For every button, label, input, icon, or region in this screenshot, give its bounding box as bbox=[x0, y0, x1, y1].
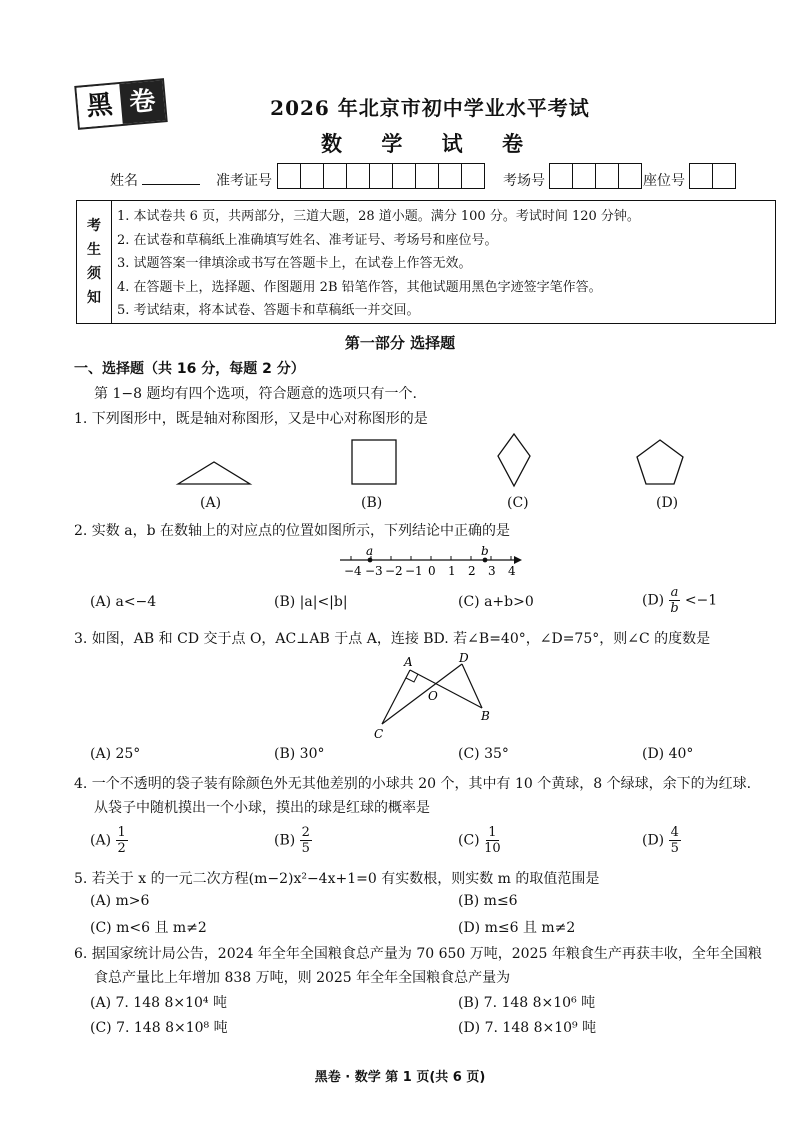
q6-option-a: (A) 7. 148 8×10⁴ 吨 bbox=[90, 995, 227, 1011]
q3-option-b: (B) 30° bbox=[274, 746, 325, 762]
notice-heading: 考 生 须 知 bbox=[77, 201, 112, 323]
q1-label-c: (C) bbox=[507, 495, 529, 511]
section-heading: 一、选择题（共 16 分，每题 2 分） bbox=[74, 361, 305, 377]
tick-label: −4 bbox=[344, 564, 362, 578]
question-3-figure bbox=[360, 650, 500, 742]
logo-char-2: 卷 bbox=[119, 80, 165, 124]
question-5-stem: 5. 若关于 x 的一元二次方程(m−2)x²−4x+1=0 有实数根，则实数 m 的取值范围是 bbox=[74, 871, 600, 887]
q1-label-b: (B) bbox=[361, 495, 383, 511]
q4-option-d: (D) $\frac{4}{5}$ bbox=[642, 825, 679, 856]
q2-option-d: (D) $\frac{a}{b}$ <−1 bbox=[642, 585, 718, 616]
point-D: D bbox=[459, 651, 469, 665]
tick-label: 0 bbox=[428, 564, 436, 578]
point-A: A bbox=[404, 655, 413, 669]
page-footer: 黑卷 · 数学 第 1 页(共 6 页) bbox=[314, 1070, 486, 1085]
q5-option-a: (A) m>6 bbox=[90, 893, 150, 909]
shape-triangle bbox=[178, 462, 250, 484]
logo-char-1: 黑 bbox=[76, 84, 122, 128]
tick-label: 2 bbox=[468, 564, 476, 578]
q3-option-c: (C) 35° bbox=[458, 746, 509, 762]
shape-pentagon bbox=[637, 440, 683, 484]
point-b-dot bbox=[483, 558, 488, 563]
name-label: 姓名 bbox=[110, 173, 138, 189]
section-instruction: 第 1−8 题均有四个选项，符合题意的选项只有一个. bbox=[94, 386, 417, 402]
question-1-stem: 1. 下列图形中，既是轴对称图形，又是中心对称图形的是 bbox=[74, 411, 428, 427]
question-1-figures bbox=[170, 432, 730, 492]
q5-option-c: (C) m<6 且 m≠2 bbox=[90, 920, 207, 936]
room-boxes[interactable] bbox=[550, 163, 642, 189]
question-6-stem-1: 6. 据国家统计局公告，2024 年全年全国粮食总产量为 70 650 万吨，2025 年粮食生产再获丰收，全年全国粮 bbox=[74, 946, 762, 962]
tick-label: 1 bbox=[448, 564, 456, 578]
point-a-dot bbox=[368, 558, 373, 563]
q6-option-b: (B) 7. 148 8×10⁶ 吨 bbox=[458, 995, 596, 1011]
q2-option-b: (B) |a|<|b| bbox=[274, 594, 348, 610]
q4-option-c: (C) $\frac{1}{10}$ bbox=[458, 825, 501, 856]
brand-logo bbox=[74, 78, 167, 130]
question-4-stem-2: 从袋子中随机摸出一个小球，摸出的球是红球的概率是 bbox=[94, 800, 430, 816]
point-C: C bbox=[374, 727, 384, 741]
number-line bbox=[336, 544, 526, 578]
exam-id-boxes[interactable] bbox=[278, 163, 485, 189]
q1-label-a: (A) bbox=[200, 495, 222, 511]
seat-boxes[interactable] bbox=[690, 163, 736, 189]
q2-option-a: (A) a<−4 bbox=[90, 594, 157, 610]
q4-option-a: (A) $\frac{1}{2}$ bbox=[90, 825, 126, 856]
point-B: B bbox=[481, 709, 490, 723]
point-a-label: a bbox=[366, 544, 374, 558]
point-b-label: b bbox=[481, 544, 489, 558]
seat-label: 座位号 bbox=[643, 173, 685, 189]
tick-label: 4 bbox=[508, 564, 516, 578]
tick-label: −3 bbox=[365, 564, 383, 578]
exam-id-label: 准考证号 bbox=[216, 173, 272, 189]
notice-item: 5. 考试结束，将本试卷、答题卡和草稿纸一并交回。 bbox=[117, 303, 420, 318]
room-label: 考场号 bbox=[503, 173, 545, 189]
shape-kite bbox=[498, 434, 530, 486]
question-6-stem-2: 食总产量比上年增加 838 万吨，则 2025 年全年全国粮食总产量为 bbox=[94, 970, 511, 986]
question-3-stem: 3. 如图，AB 和 CD 交于点 O，AC⊥AB 于点 A，连接 BD. 若∠B=40°，∠D=75°，则∠C 的度数是 bbox=[74, 631, 711, 647]
tick-label: 3 bbox=[488, 564, 496, 578]
candidate-notice bbox=[76, 200, 776, 324]
q4-option-b: (B) $\frac{2}{5}$ bbox=[274, 825, 310, 856]
notice-item: 2. 在试卷和草稿纸上准确填写姓名、准考证号、考场号和座位号。 bbox=[117, 232, 498, 248]
notice-item: 1. 本试卷共 6 页，共两部分，三道大题，28 道小题。满分 100 分。考试时间 120 分钟。 bbox=[117, 209, 640, 224]
q3-option-d: (D) 40° bbox=[642, 746, 694, 762]
question-2-stem: 2. 实数 a，b 在数轴上的对应点的位置如图所示，下列结论中正确的是 bbox=[74, 523, 511, 539]
notice-item: 4. 在答题卡上，选择题、作图题用 2B 铅笔作答，其他试题用黑色字迹签字笔作答。 bbox=[117, 279, 602, 295]
q3-option-a: (A) 25° bbox=[90, 746, 141, 762]
q5-option-d: (D) m≤6 且 m≠2 bbox=[458, 920, 576, 936]
exam-subtitle: 数 学 试 卷 bbox=[321, 131, 539, 156]
point-O: O bbox=[428, 689, 438, 703]
tick-label: −1 bbox=[405, 564, 423, 578]
q5-option-b: (B) m≤6 bbox=[458, 893, 518, 909]
q2-option-c: (C) a+b>0 bbox=[458, 594, 534, 610]
shape-square bbox=[352, 440, 396, 484]
q6-option-c: (C) 7. 148 8×10⁸ 吨 bbox=[90, 1020, 228, 1036]
exam-title: 2026 年北京市初中学业水平考试 bbox=[270, 96, 590, 120]
question-4-stem-1: 4. 一个不透明的袋子装有除颜色外无其他差别的小球共 20 个，其中有 10 个黄球，8 个绿球，余下的为红球. bbox=[74, 776, 752, 792]
name-field[interactable] bbox=[142, 184, 200, 185]
notice-items bbox=[117, 205, 640, 323]
q6-option-d: (D) 7. 148 8×10⁹ 吨 bbox=[458, 1020, 597, 1036]
part-title: 第一部分 选择题 bbox=[344, 334, 456, 352]
q1-label-d: (D) bbox=[656, 495, 679, 511]
tick-label: −2 bbox=[385, 564, 403, 578]
notice-item: 3. 试题答案一律填涂或书写在答题卡上，在试卷上作答无效。 bbox=[117, 256, 472, 271]
